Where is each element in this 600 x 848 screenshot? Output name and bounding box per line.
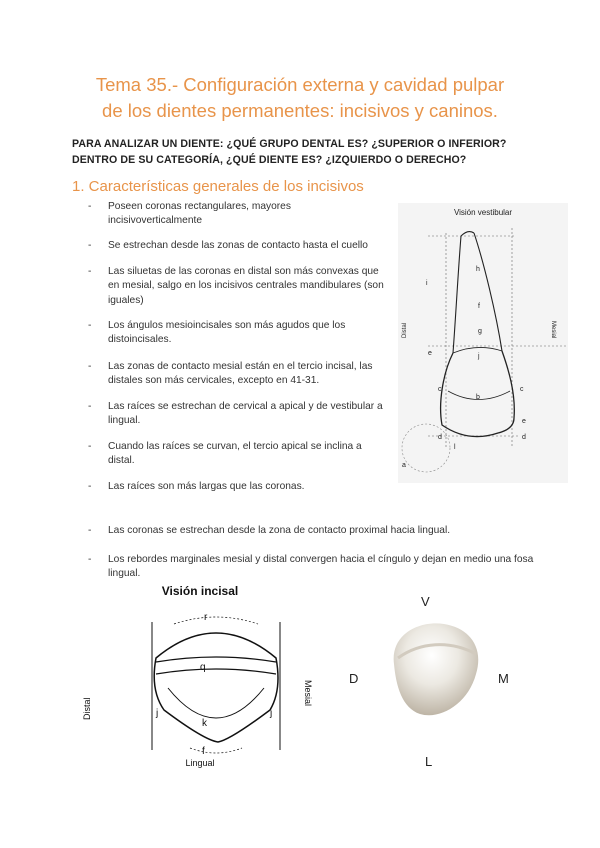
label-distal: Distal: [82, 697, 92, 720]
bullet-marker: -: [88, 401, 92, 412]
tooth-photo: [380, 614, 490, 724]
tooth-outline: [154, 633, 278, 742]
bullet-text: Las raíces son más largas que las coronas.: [108, 481, 305, 492]
title-line-2: de los dientes permanentes: incisivos y caninos.: [102, 100, 498, 121]
photo-label-distal: D: [349, 671, 359, 686]
bullet-marker: -: [88, 361, 92, 372]
arc-top: [174, 617, 258, 624]
bullet-marker: -: [88, 266, 92, 277]
vestibular-view-title: Visión vestibular: [453, 208, 513, 217]
incisal-edge-bottom: [156, 669, 276, 674]
letter-c-right: c: [520, 386, 524, 393]
letter-j-right: j: [270, 708, 273, 719]
label-mesial: Mesial: [303, 680, 313, 707]
list-item: [88, 200, 338, 229]
bullet-marker: -: [88, 554, 92, 565]
letter-a: a: [402, 462, 406, 469]
list-item: [88, 480, 390, 494]
letter-f: f: [478, 303, 480, 310]
arc-bottom: [190, 748, 242, 753]
bullet-text: Cuando las raíces se curvan, el tercio apical se inclina a distal.: [108, 441, 362, 467]
photo-label-lingual: L: [425, 754, 433, 769]
bullet-marker: -: [88, 201, 92, 212]
bullet-text: Los ángulos mesioincisales son más agudos que los distoincisales.: [108, 320, 346, 346]
letter-e: e: [522, 418, 526, 425]
photo-label-vestibular: V: [421, 594, 430, 609]
bullet-marker: -: [88, 320, 92, 331]
bullet-marker: -: [88, 525, 92, 536]
question-line-1: PARA ANALIZAR UN DIENTE: ¿QUÉ GRUPO DENTAL ES? ¿SUPERIOR O INFERIOR?: [72, 138, 507, 150]
letter-g: g: [478, 328, 482, 335]
analysis-questions: [72, 136, 552, 168]
letter-h: h: [476, 266, 480, 273]
bullet-marker: -: [88, 240, 92, 251]
bullet-text: Se estrechan desde las zonas de contacto hasta el cuello: [108, 240, 368, 251]
label-distal: Distal: [402, 322, 408, 338]
tooth-crown-shape: [394, 623, 479, 715]
list-item: [88, 319, 378, 348]
root-apex: [461, 232, 474, 236]
bullet-marker: -: [88, 441, 92, 452]
bullet-text: Las zonas de contacto mesial están en el tercio incisal, las distales son más cervicales, excepto en 41-31.: [108, 361, 373, 387]
incisal-view-figure: [70, 580, 313, 770]
tooth-photo-drawing: [380, 614, 490, 724]
title-line-1: Tema 35.- Configuración externa y cavidad pulpar: [95, 74, 505, 95]
list-item: [88, 553, 548, 582]
question-line-2: DENTRO DE SU CATEGORÍA, ¿QUÉ DIENTE ES? ¿IZQUIERDO O DERECHO?: [72, 154, 467, 166]
letter-l: l: [454, 444, 456, 451]
page-title: [40, 72, 560, 124]
list-item: [88, 524, 548, 538]
letter-k: k: [202, 718, 207, 729]
letter-d-right: d: [522, 434, 526, 441]
bullet-marker: -: [88, 481, 92, 492]
root-outline: [453, 233, 502, 353]
bullet-text: Poseen coronas rectangulares, mayores incisivoverticalmente: [108, 201, 291, 227]
bullet-text: Las coronas se estrechan desde la zona de contacto proximal hacia lingual.: [108, 525, 451, 536]
letter-e-left: e: [428, 350, 432, 357]
bullet-text: Las siluetas de las coronas en distal son más convexas que en mesial, salgo en los incisivos centrales mandibulares (son iguales): [108, 266, 384, 306]
lingual-fossa: [168, 688, 264, 718]
vestibular-view-figure: [398, 203, 568, 483]
contact-circle: [402, 424, 450, 472]
frame-lines: [152, 622, 280, 750]
vestibular-view-drawing: [398, 203, 568, 483]
letter-j-left: j: [156, 708, 159, 719]
section-heading: 1. Características generales de los incisivos: [72, 178, 364, 195]
incisal-view-title: Visión incisal: [161, 584, 239, 598]
list-item: [88, 360, 390, 389]
letter-r: r: [204, 612, 208, 623]
letter-f: f: [202, 746, 205, 757]
letter-j: j: [478, 353, 480, 360]
photo-label-mesial: M: [498, 671, 509, 686]
label-lingual: Lingual: [185, 758, 215, 768]
bullet-text: Los rebordes marginales mesial y distal convergen hacia el cíngulo y dejan en medio una fosa lingual.: [108, 554, 534, 580]
letter-c-left: c: [438, 386, 442, 393]
letter-q: q: [200, 662, 206, 673]
bullet-text: Las raíces se estrechan de cervical a apical y de vestibular a lingual.: [108, 401, 383, 427]
list-item: [88, 265, 386, 308]
letter-b: b: [476, 394, 480, 401]
list-item: [88, 400, 390, 429]
letter-i: i: [426, 280, 428, 287]
label-mesial: Mesial: [550, 321, 556, 339]
list-item: [88, 239, 408, 253]
letter-d-left: d: [438, 434, 442, 441]
list-item: [88, 440, 390, 469]
incisal-edge-top: [156, 657, 276, 662]
incisal-view-drawing: [70, 580, 313, 770]
